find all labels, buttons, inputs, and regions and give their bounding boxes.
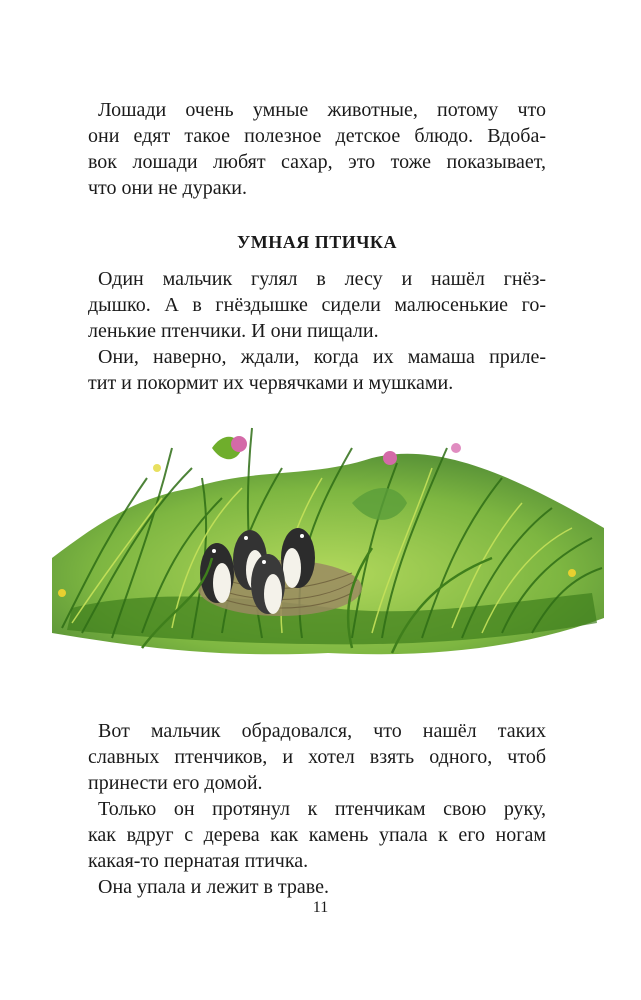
paragraph-1-line-3: вок лошади любят сахар, это тоже показывает, [88, 151, 546, 173]
paragraph-2-line-1: Один мальчик гулял в лесу и нашёл гнёз- [98, 268, 546, 290]
paragraph-4-line-3: принести его домой. [88, 772, 263, 794]
paragraph-2-line-3: ленькие птенчики. И они пищали. [88, 320, 379, 342]
paragraph-1-line-2: они едят такое полезное детское блюдо. Вдоба- [88, 125, 546, 147]
page-number: 11 [312, 899, 329, 916]
paragraph-3-line-2: тит и покормит их червячками и мушками. [88, 372, 454, 394]
paragraph-3-line-1: Они, наверно, ждали, когда их мамаша приле- [98, 346, 546, 368]
section-title: УМНАЯ ПТИЧКА [237, 232, 397, 252]
paragraph-4-line-2: славных птенчиков, и хотел взять одного, чтоб [88, 746, 546, 768]
paragraph-6-line-1: Она упала и лежит в траве. [98, 876, 329, 898]
bird-nest-illustration [52, 408, 604, 670]
paragraph-1-line-1: Лошади очень умные животные, потому что [98, 99, 546, 121]
paragraph-5-line-2: как вдруг с дерева как камень упала к его ногам [88, 824, 546, 846]
paragraph-5-line-3: какая-то пернатая птичка. [88, 850, 309, 872]
paragraph-5-line-1: Только он протянул к птенчикам свою руку, [98, 798, 546, 820]
paragraph-2-line-2: дышко. А в гнёздышке сидели малюсенькие го- [88, 294, 546, 316]
paragraph-1-line-4: что они не дураки. [88, 177, 247, 199]
paragraph-4-line-1: Вот мальчик обрадовался, что нашёл таких [98, 720, 546, 742]
chick-icon [200, 543, 234, 603]
